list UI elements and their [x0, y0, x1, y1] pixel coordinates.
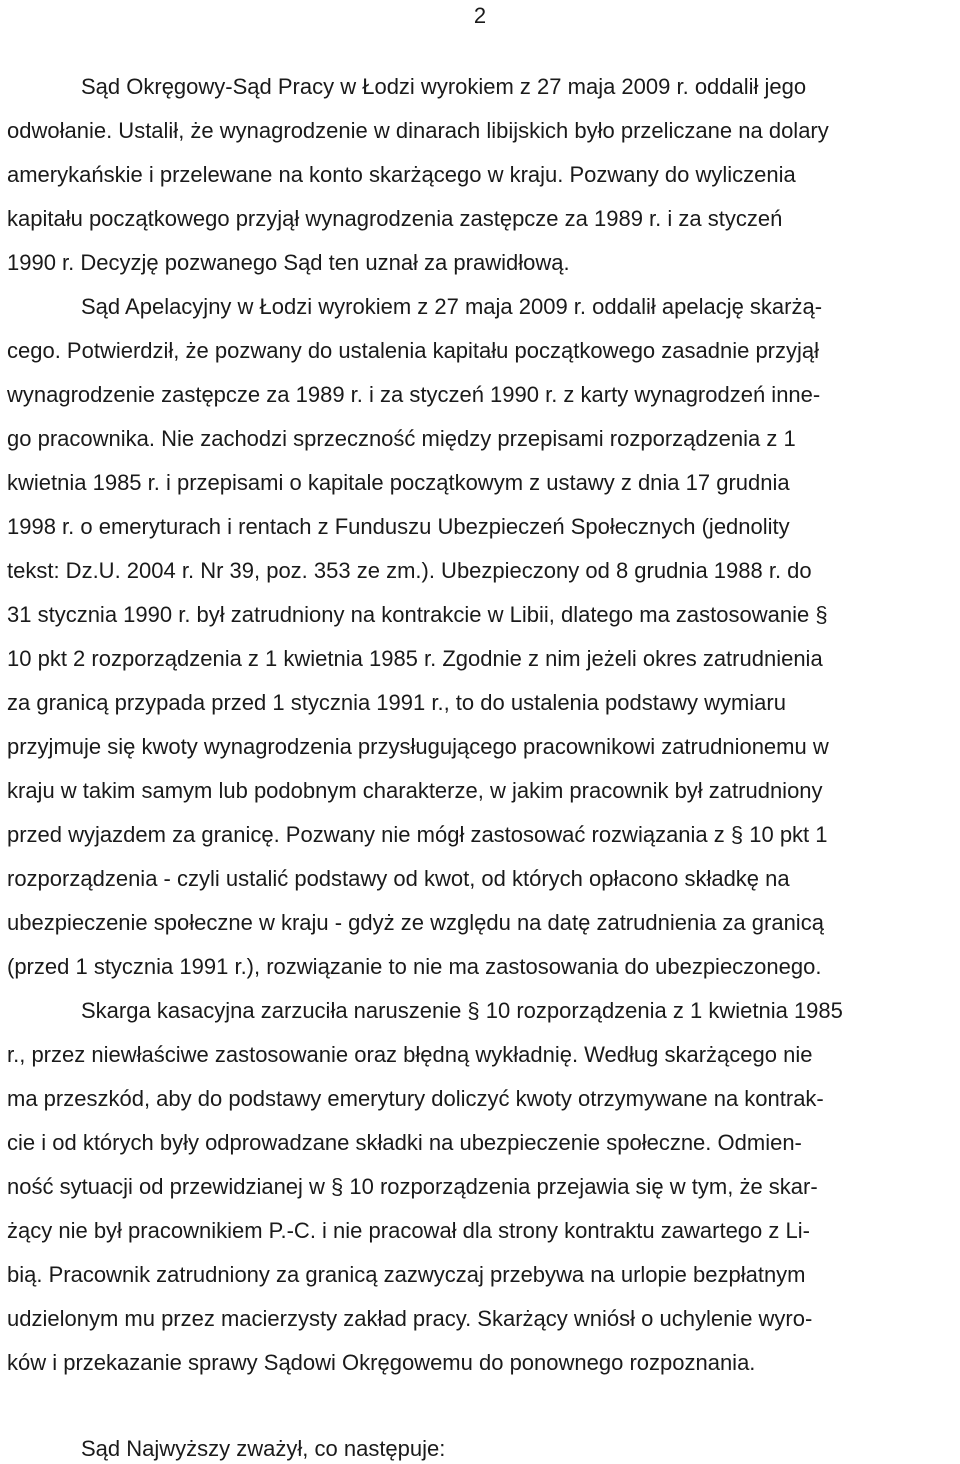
text-line: ność sytuacji od przewidzianej w § 10 rozporządzenia przejawia się w tym, że skar- — [7, 1174, 818, 1199]
text-line: ków i przekazanie sprawy Sądowi Okręgowemu do ponownego rozpoznania. — [7, 1350, 756, 1375]
text-line: kraju w takim samym lub podobnym charakterze, w jakim pracownik był zatrudniony — [7, 778, 823, 803]
text-line: 10 pkt 2 rozporządzenia z 1 kwietnia 1985 r. Zgodnie z nim jeżeli okres zatrudnienia — [7, 646, 823, 671]
text-line: amerykańskie i przelewane na konto skarżącego w kraju. Pozwany do wyliczenia — [7, 162, 796, 187]
text-line: wynagrodzenie zastępcze za 1989 r. i za styczeń 1990 r. z karty wynagrodzeń inne- — [7, 382, 821, 407]
text-line: r., przez niewłaściwe zastosowanie oraz błędną wykładnię. Według skarżącego nie — [7, 1042, 813, 1067]
text-line: 1998 r. o emeryturach i rentach z Funduszu Ubezpieczeń Społecznych (jednolity — [7, 514, 790, 539]
text-line: za granicą przypada przed 1 stycznia 1991 r., to do ustalenia podstawy wymiaru — [7, 690, 786, 715]
text-line: go pracownika. Nie zachodzi sprzeczność między przepisami rozporządzenia z 1 — [7, 426, 796, 451]
text-line: Sąd Apelacyjny w Łodzi wyrokiem z 27 maja 2009 r. oddalił apelację skarżą- — [81, 294, 823, 319]
page-number: 2 — [473, 3, 487, 28]
text-line: przyjmuje się kwoty wynagrodzenia przysługującego pracownikowi zatrudnionemu w — [7, 734, 829, 759]
text-line: (przed 1 stycznia 1991 r.), rozwiązanie to nie ma zastosowania do ubezpieczonego. — [7, 954, 822, 979]
text-line: 31 stycznia 1990 r. był zatrudniony na kontrakcie w Libii, dlatego ma zastosowanie § — [7, 602, 828, 627]
text-line: cie i od których były odprowadzane składki na ubezpieczenie społeczne. Odmien- — [7, 1130, 802, 1155]
text-line: odwołanie. Ustalił, że wynagrodzenie w dinarach libijskich było przeliczane na dolary — [7, 118, 829, 143]
text-line: Sąd Okręgowy-Sąd Pracy w Łodzi wyrokiem z 27 maja 2009 r. oddalił jego — [81, 74, 807, 99]
text-line: rozporządzenia - czyli ustalić podstawy od kwot, od których opłacono składkę na — [7, 866, 790, 891]
text-line: ma przeszkód, aby do podstawy emerytury doliczyć kwoty otrzymywane na kontrak- — [7, 1086, 824, 1111]
text-line: 1990 r. Decyzję pozwanego Sąd ten uznał za prawidłową. — [7, 250, 570, 275]
text-line: tekst: Dz.U. 2004 r. Nr 39, poz. 353 ze zm.). Ubezpieczony od 8 grudnia 1988 r. do — [7, 558, 812, 583]
section-heading: Sąd Najwyższy zważył, co następuje: — [81, 1436, 446, 1461]
text-line: cego. Potwierdził, że pozwany do ustalenia kapitału początkowego zasadnie przyjął — [7, 338, 820, 363]
text-line: ubezpieczenie społeczne w kraju - gdyż ze względu na datę zatrudnienia za granicą — [7, 910, 824, 935]
text-line: Skarga kasacyjna zarzuciła naruszenie § 10 rozporządzenia z 1 kwietnia 1985 — [81, 998, 843, 1023]
text-line: żący nie był pracownikiem P.-C. i nie pracował dla strony kontraktu zawartego z Li- — [7, 1218, 810, 1243]
text-line: przed wyjazdem za granicę. Pozwany nie mógł zastosować rozwiązania z § 10 pkt 1 — [7, 822, 828, 847]
text-line: udzielonym mu przez macierzysty zakład pracy. Skarżący wniósł o uchylenie wyro- — [7, 1306, 813, 1331]
text-line: bią. Pracownik zatrudniony za granicą zazwyczaj przebywa na urlopie bezpłatnym — [7, 1262, 806, 1287]
text-line: kwietnia 1985 r. i przepisami o kapitale początkowym z ustawy z dnia 17 grudnia — [7, 470, 790, 495]
text-line: kapitału początkowego przyjął wynagrodzenia zastępcze za 1989 r. i za styczeń — [7, 206, 783, 231]
